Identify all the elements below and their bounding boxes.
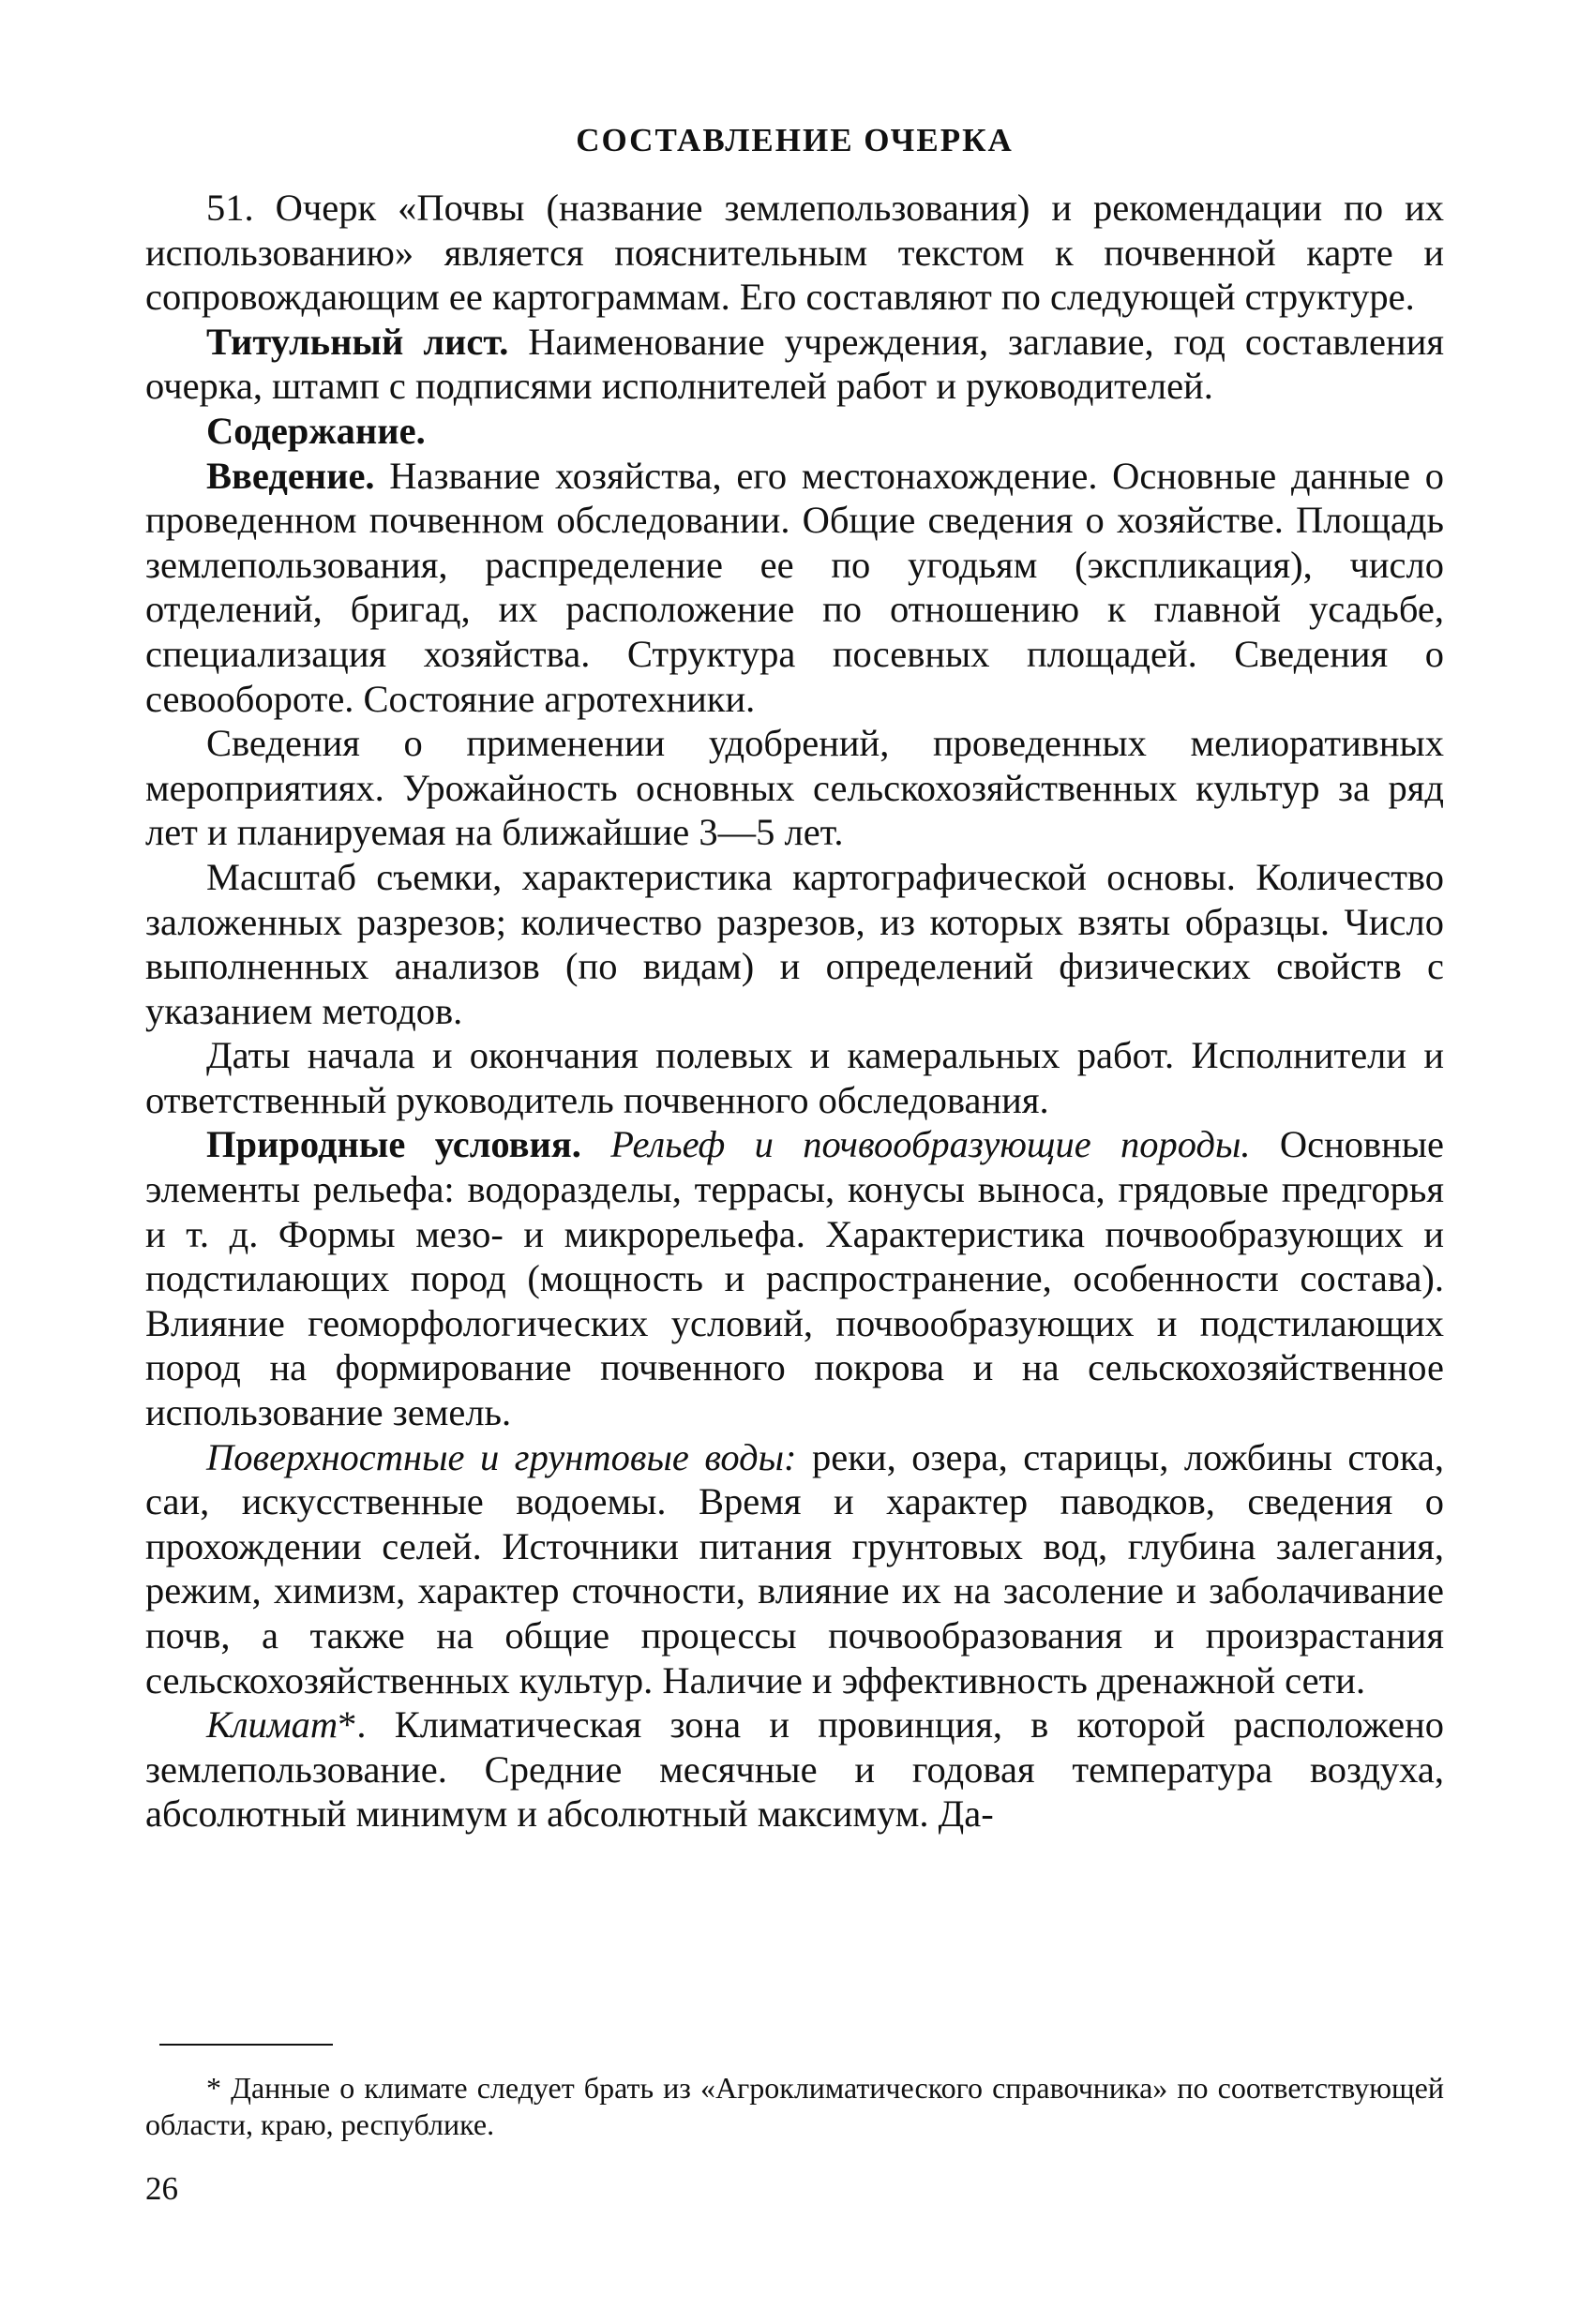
subheading-climate: Климат <box>206 1703 338 1747</box>
page-number: 26 <box>145 2170 178 2207</box>
paragraph-natural-conditions <box>145 1122 1444 1434</box>
subheading-relief: Рельеф и почвообразующие породы. <box>610 1123 1251 1166</box>
text-introduction: Название хозяйства, его местонахождение. Основные данные о проведенном почвенном обследовании. Общие сведения о хозяйстве. Площадь землепользования, распределение ее по угодьям (экспликация), число отделений, бригад, их расположение по отношению к главной усадьбе, специализация хозяйства. Структура посевных площадей. Сведения о севообороте. Состояние агротехники. <box>145 454 1444 720</box>
label-contents: Содержание. <box>206 409 426 452</box>
label-title-page: Титульный лист. <box>206 320 509 363</box>
text-waters: реки, озера, старицы, ложбины стока, саи, искусственные водоемы. Время и характер паводков, сведения о прохождении селей. Источники питания грунтовых вод, глубина залегания, режим, химизм, характер сточности, влияние их на засоление и заболачивание почв, а также на общие процессы почвообразования и произрастания сельскохозяйственных культур. Наличие и эффективность дренажной сети. <box>145 1435 1444 1702</box>
paragraph-title-page <box>145 320 1444 409</box>
label-introduction: Введение. <box>206 454 375 497</box>
paragraph-climate <box>145 1702 1444 1837</box>
label-natural-conditions: Природные условия. <box>206 1123 581 1166</box>
paragraph-dates: Даты начала и окончания полевых и камеральных работ. Исполнители и ответственный руководитель почвенного обследования. <box>145 1034 1444 1121</box>
section-heading: СОСТАВЛЕНИЕ ОЧЕРКА <box>576 122 1014 158</box>
text-title-page: Наименование учреждения, заглавие, год составления очерка, штамп с подписями исполнителей работ и руководителей. <box>145 320 1444 408</box>
paragraph-contents <box>145 409 1444 454</box>
footnote-divider <box>159 2044 333 2046</box>
paragraph-survey-scale: Масштаб съемки, характеристика картографической основы. Количество заложенных разрезов; количество разрезов, из которых взяты образцы. Число выполненных анализов (по видам) и определений физических свойств с указанием методов. <box>145 855 1444 1032</box>
footnote: * Данные о климате следует брать из «Агроклиматического справочника» по соответствующей области, краю, республике. <box>145 2071 1444 2141</box>
text-climate: *. Климатическая зона и провинция, в которой расположено землепользование. Средние месячные и годовая температура воздуха, абсолютный минимум и абсолютный максимум. Да- <box>145 1703 1444 1836</box>
paragraph-fertilizers: Сведения о применении удобрений, проведенных мелиоративных мероприятиях. Урожайность основных сельскохозяйственных культур за ряд лет и планируемая на ближайшие 3—5 лет. <box>145 722 1444 854</box>
paragraph-waters <box>145 1435 1444 1703</box>
paragraph-introduction <box>145 454 1444 722</box>
text-relief: Основные элементы рельефа: водоразделы, террасы, конусы выноса, грядовые предгорья и т. д. Формы мезо- и микрорельефа. Характеристика почвообразующих и подстилающих пород (мощность и распространение, особенности состава). Влияние геоморфологических условий, почвообразующих и подстилающих пород на формирование почвенного покрова и на сельскохозяйственное использование земель. <box>145 1123 1444 1434</box>
subheading-waters: Поверхностные и грунтовые воды: <box>206 1435 797 1478</box>
page-body <box>145 122 1444 1837</box>
paragraph-intro: 51. Очерк «Почвы (название землепользования) и рекомендации по их использованию» является пояснительным текстом к почвенной карте и сопровождающим ее картограммам. Его составляют по следующей структуре. <box>145 187 1444 319</box>
